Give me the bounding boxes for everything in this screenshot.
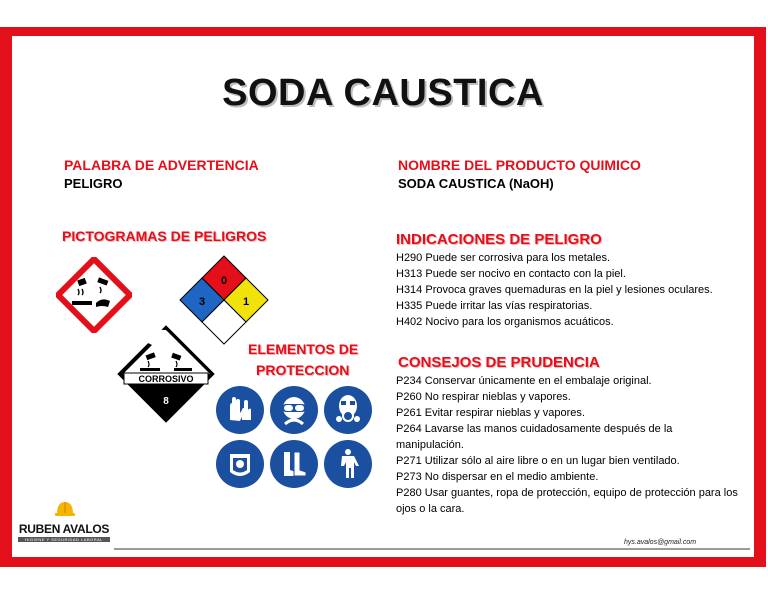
brand-name: RUBEN AVALOS [18, 522, 110, 536]
product-heading: NOMBRE DEL PRODUCTO QUIMICO [398, 157, 641, 173]
hard-hat-icon [54, 500, 76, 518]
list-item: P264 Lavarse las manos cuidadosamente después de la manipulación. [396, 423, 673, 451]
face-shield-icon [216, 440, 264, 488]
list-item: P271 Utilizar sólo al aire libre o en un lugar bien ventilado. [396, 455, 680, 467]
product-name: SODA CAUSTICA (NaOH) [398, 176, 554, 191]
brand-logo [16, 500, 112, 548]
protection-heading-line2: PROTECCION [256, 362, 350, 378]
precautionary-statements [396, 373, 742, 517]
signal-word-heading: PALABRA DE ADVERTENCIA [64, 157, 259, 173]
label-body [12, 36, 754, 557]
brand-tagline: HIGIENE Y SEGURIDAD LABORAL [18, 537, 110, 542]
protection-heading-line1: ELEMENTOS DE [248, 341, 359, 357]
label-border [0, 27, 766, 567]
transport-label: CORROSIVO [138, 374, 194, 384]
nfpa-instability: 1 [242, 296, 250, 308]
page-title: SODA CAUSTICA [222, 72, 544, 114]
list-item: H290 Puede ser corrosiva para los metales. [396, 252, 610, 264]
list-item: P280 Usar guantes, ropa de protección, equipo de protección para los ojos o la cara. [396, 487, 738, 515]
pictograms-heading: PICTOGRAMAS DE PELIGROS [62, 228, 267, 244]
respirator-icon [324, 386, 372, 434]
ghs-corrosion-icon [56, 257, 132, 333]
contact-email: hys.avalos@gmail.com [624, 539, 697, 546]
list-item: H313 Puede ser nocivo en contacto con la piel. [396, 268, 626, 280]
list-item: P261 Evitar respirar nieblas y vapores. [396, 407, 585, 419]
hazards-heading: INDICACIONES DE PELIGRO [396, 231, 602, 248]
corrosive-class8-icon [116, 324, 216, 424]
nfpa-health: 3 [198, 296, 206, 308]
list-item: H314 Provoca graves quemaduras en la piel y lesiones oculares. [396, 284, 713, 296]
ppe-icons [216, 386, 376, 492]
gloves-icon [216, 386, 264, 434]
signal-word: PELIGRO [64, 176, 123, 191]
list-item: H335 Puede irritar las vías respiratorias. [396, 300, 593, 312]
hazard-statements [396, 250, 713, 330]
footer-divider [114, 548, 750, 550]
transport-class: 8 [163, 396, 169, 407]
list-item: P260 No respirar nieblas y vapores. [396, 391, 571, 403]
precautions-heading: CONSEJOS DE PRUDENCIA [398, 354, 600, 371]
boots-icon [270, 440, 318, 488]
list-item: H402 Nocivo para los organismos acuáticos. [396, 316, 614, 328]
nfpa-flammability: 0 [220, 275, 228, 287]
list-item: P234 Conservar únicamente en el embalaje original. [396, 375, 652, 387]
coverall-icon [324, 440, 372, 488]
goggles-icon [270, 386, 318, 434]
list-item: P273 No dispersar en el medio ambiente. [396, 471, 599, 483]
